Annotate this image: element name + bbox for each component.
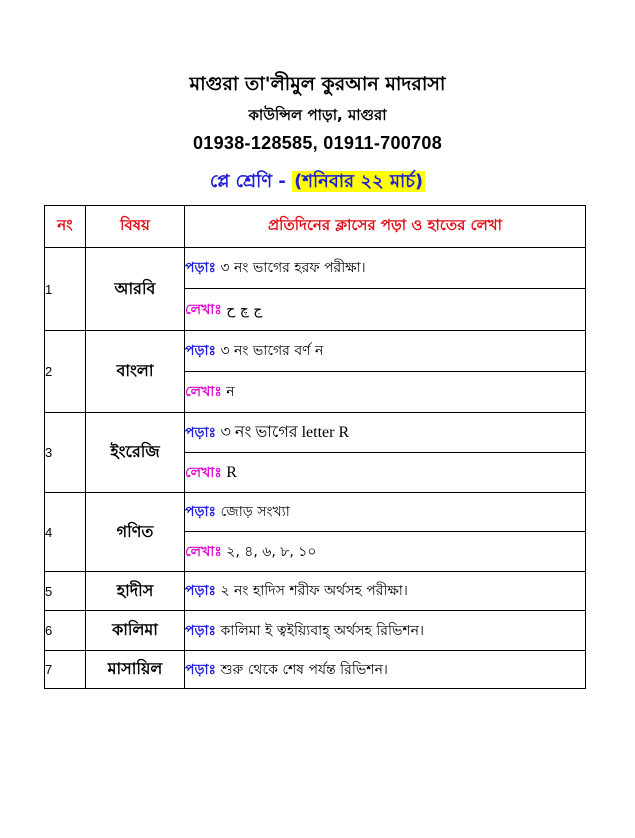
row-number: 2: [45, 331, 86, 413]
row-write: [185, 453, 586, 493]
write-label: লেখাঃ: [185, 464, 222, 481]
row-subject: মাসায়িল: [86, 651, 185, 689]
write-text: R: [226, 463, 237, 481]
write-text: ২, ৪, ৬, ৮, ১০: [226, 543, 317, 560]
class-date: (শনিবার ২২ মার্চ): [294, 171, 424, 192]
table-row: [45, 611, 586, 651]
read-text: ৩ নং ভাগের হরফ পরীক্ষা।: [220, 260, 366, 276]
row-write: [185, 532, 586, 572]
madrasa-title: মাগুরা তা'লীমুল কুরআন মাদরাসা: [189, 73, 446, 95]
table-row: [45, 493, 586, 532]
write-label: লেখাঃ: [185, 301, 222, 318]
row-number: 6: [45, 611, 86, 651]
row-read: [185, 651, 586, 689]
row-subject: হাদীস: [86, 572, 185, 611]
row-subject: গণিত: [86, 493, 185, 572]
write-label: লেখাঃ: [185, 384, 222, 400]
read-label: পড়াঃ: [185, 425, 217, 441]
class-label: প্লে শ্রেণি -: [209, 171, 286, 192]
row-read: [185, 572, 586, 611]
read-text: কালিমা ই ত্বইয়্যিবাহ্ অর্থসহ রিভিশন।: [220, 622, 425, 639]
table-header-row: [45, 206, 586, 248]
row-read: [185, 611, 586, 651]
row-subject: কালিমা: [86, 611, 185, 651]
row-write: [185, 289, 586, 331]
table-row: [45, 572, 586, 611]
routine-table: [44, 205, 586, 689]
read-label: পড়াঃ: [185, 583, 217, 599]
row-number: 3: [45, 413, 86, 493]
row-number: 4: [45, 493, 86, 572]
table-row: [45, 331, 586, 372]
write-text: ج چ ح: [226, 301, 263, 318]
row-read: [185, 248, 586, 289]
row-number: 5: [45, 572, 86, 611]
madrasa-phones: 01938-128585, 01911-700708: [192, 133, 443, 153]
table-row: [45, 248, 586, 289]
row-read: [185, 413, 586, 453]
header-detail: প্রতিদিনের ক্লাসের পড়া ও হাতের লেখা: [185, 206, 586, 248]
row-subject: বাংলা: [86, 331, 185, 413]
write-text: ন: [226, 384, 235, 400]
read-label: পড়াঃ: [185, 661, 217, 678]
read-label: পড়াঃ: [185, 260, 217, 276]
read-label: পড়াঃ: [185, 504, 217, 520]
row-subject: আরবি: [86, 248, 185, 331]
madrasa-address: কাউন্সিল পাড়া, মাগুরা: [248, 106, 387, 124]
table-row: [45, 413, 586, 453]
row-number: 7: [45, 651, 86, 689]
row-subject: ইংরেজি: [86, 413, 185, 493]
row-write: [185, 372, 586, 413]
read-text: ২ নং হাদিস শরীফ অর্থসহ পরীক্ষা।: [220, 583, 408, 599]
table-row: [45, 651, 586, 689]
read-text: শুরু থেকে শেষ পর্যন্ত রিভিশন।: [220, 661, 388, 678]
read-text: ৩ নং ভাগের letter R: [220, 424, 350, 441]
row-number: 1: [45, 248, 86, 331]
class-heading: [0, 167, 635, 198]
read-label: পড়াঃ: [185, 343, 217, 359]
header-num: নং: [45, 206, 86, 248]
row-read: [185, 493, 586, 532]
header-subject: বিষয়: [86, 206, 185, 248]
read-label: পড়াঃ: [185, 622, 217, 639]
write-label: লেখাঃ: [185, 543, 222, 560]
read-text: ৩ নং ভাগের বর্ণ ন: [220, 343, 324, 359]
read-text: জোড় সংখ্যা: [220, 504, 290, 520]
row-read: [185, 331, 586, 372]
